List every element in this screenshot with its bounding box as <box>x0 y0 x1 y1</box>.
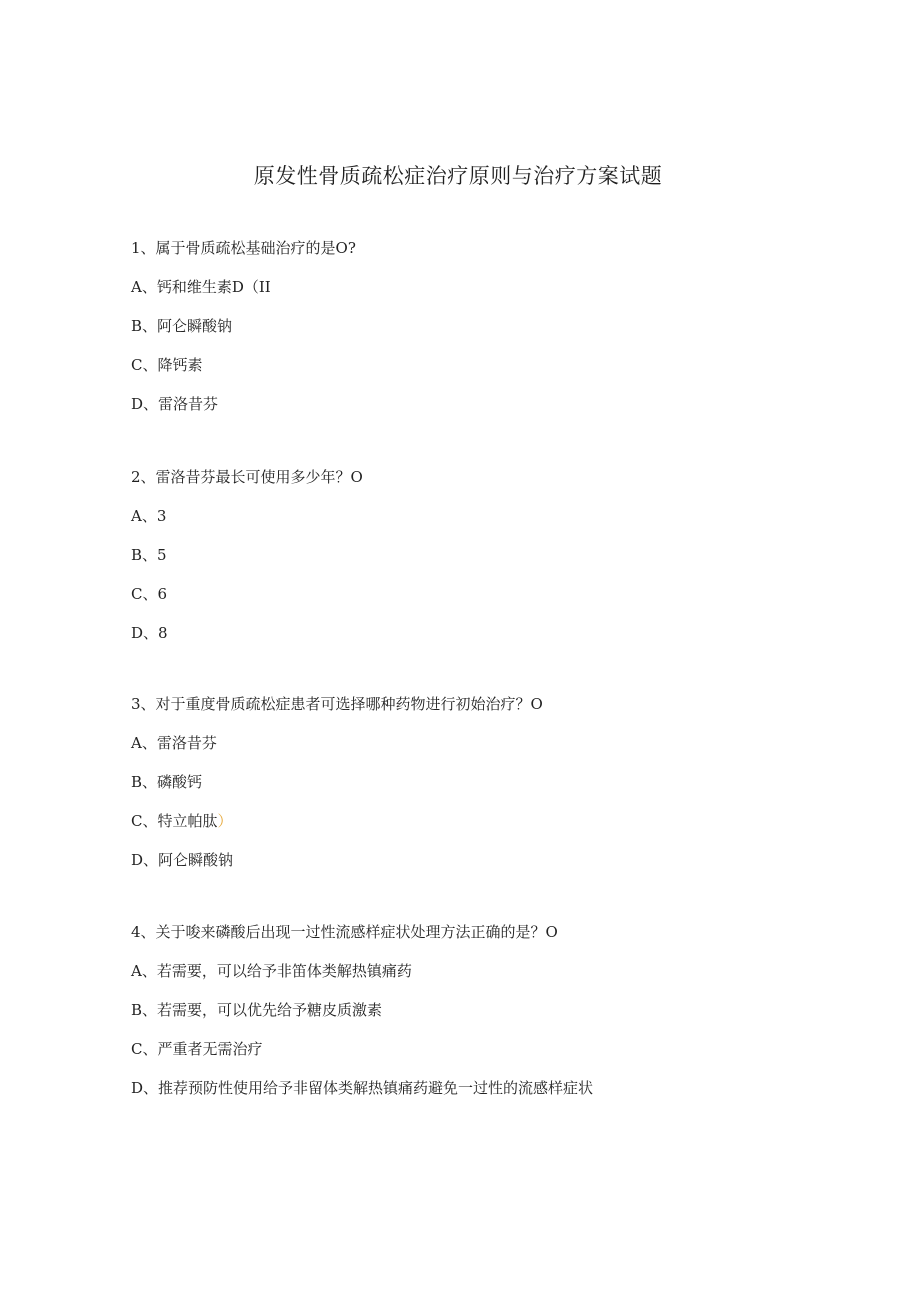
option-c: C、6 <box>131 585 168 603</box>
option-c: C、特立帕肽 <box>131 812 218 830</box>
question-stem: 1、属于骨质疏松基础治疗的是O? <box>131 239 356 257</box>
option-c-row <box>131 811 233 831</box>
option-d: D、推荐预防性使用给予非留体类解热镇痛药避免一过性的流感样症状 <box>131 1079 594 1097</box>
option-d: D、阿仑瞬酸钠 <box>131 851 234 869</box>
option-c-mark: ） <box>217 812 233 830</box>
option-a: A、3 <box>131 507 167 525</box>
option-b: B、5 <box>131 546 167 564</box>
option-d: D、雷洛昔芬 <box>131 395 219 413</box>
question-stem: 2、雷洛昔芬最长可使用多少年？O <box>131 468 363 486</box>
option-a: A、雷洛昔芬 <box>131 734 217 752</box>
option-d: D、8 <box>131 624 168 642</box>
option-a: A、若需要，可以给予非笛体类解热镇痛药 <box>131 962 412 980</box>
option-c: C、严重者无需治疗 <box>131 1040 263 1058</box>
option-a: A、钙和维生素D（II <box>131 278 271 296</box>
option-c: C、降钙素 <box>131 356 203 374</box>
document-title: 原发性骨质疏松症治疗原则与治疗方案试题 <box>253 164 663 188</box>
option-b: B、阿仑瞬酸钠 <box>131 317 233 335</box>
question-stem: 4、关于唆来磷酸后出现一过性流感样症状处理方法正确的是？O <box>131 923 558 941</box>
question-stem: 3、对于重度骨质疏松症患者可选择哪种药物进行初始治疗？O <box>131 695 543 713</box>
option-b: B、若需要，可以优先给予糖皮质激素 <box>131 1001 383 1019</box>
option-b: B、磷酸钙 <box>131 773 203 791</box>
